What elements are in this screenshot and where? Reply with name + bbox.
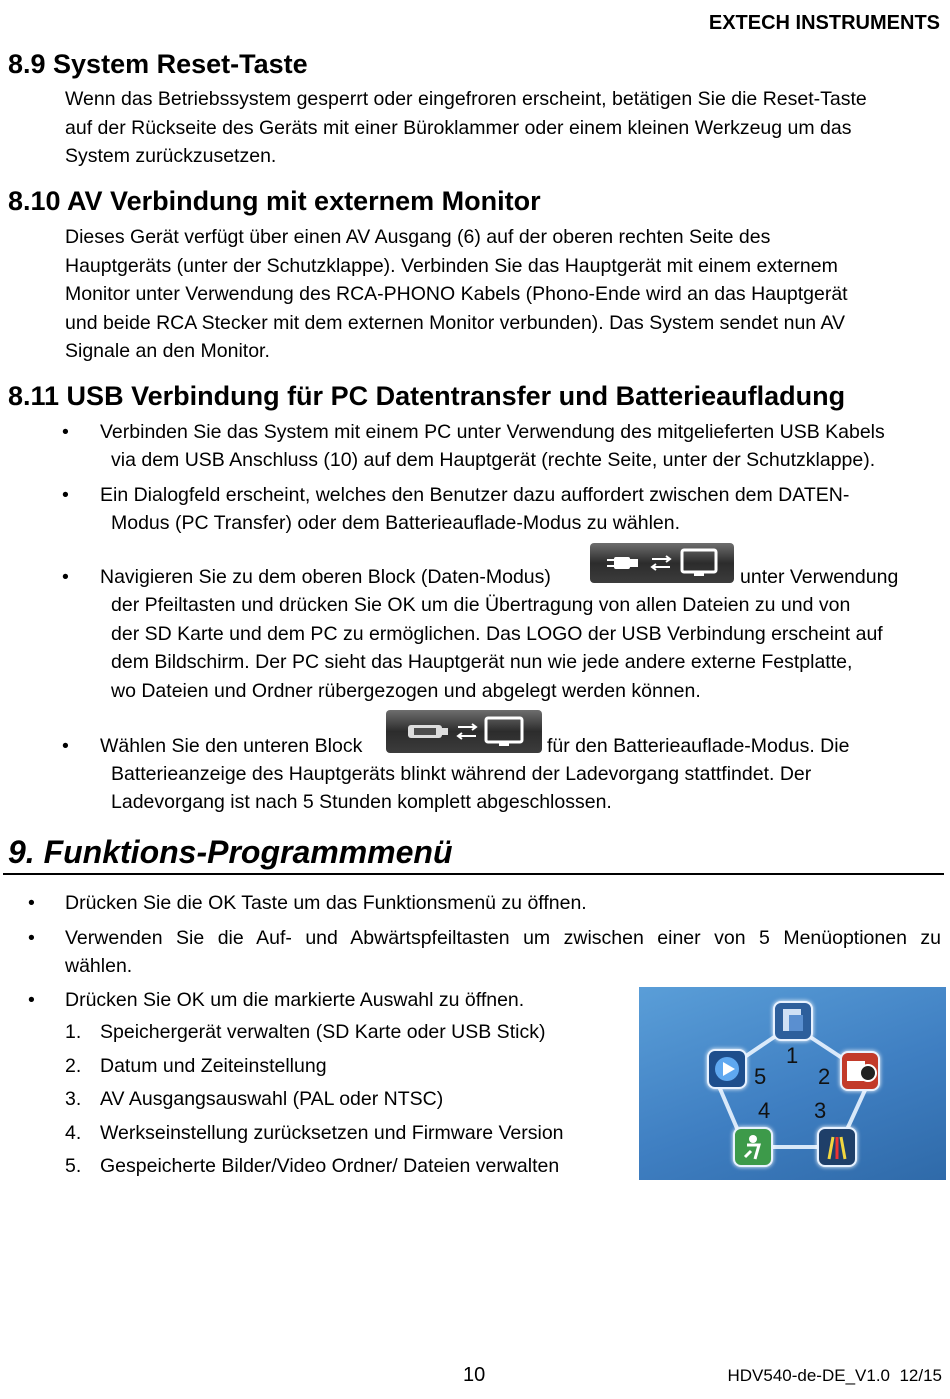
menu-number: 1 bbox=[786, 1043, 799, 1068]
text-line: Wenn das Betriebssystem gesperrt oder eingefroren erscheint, betätigen Sie die Reset-Taste bbox=[65, 88, 867, 110]
brand-header: EXTECH INSTRUMENTS bbox=[708, 12, 940, 34]
list-item: Werkseinstellung zurücksetzen und Firmware Version bbox=[100, 1122, 564, 1144]
section-title-8-9: 8.9 System Reset-Taste bbox=[8, 49, 308, 79]
av-cable-icon bbox=[817, 1127, 857, 1167]
bullet-icon: • bbox=[62, 484, 69, 506]
menu-number: 5 bbox=[754, 1064, 767, 1089]
bullet-icon: • bbox=[28, 989, 35, 1011]
list-item: Datum und Zeiteinstellung bbox=[100, 1055, 327, 1077]
list-item-number: 5. bbox=[65, 1155, 82, 1177]
storage-device-icon bbox=[773, 1001, 813, 1041]
menu-number: 4 bbox=[758, 1098, 771, 1123]
list-item-number: 1. bbox=[65, 1021, 82, 1043]
list-item: Gespeicherte Bilder/Video Ordner/ Dateien verwalten bbox=[100, 1155, 560, 1177]
text-line: via dem USB Anschluss (10) auf dem Hauptgerät (rechte Seite, unter der Schutzklappe). bbox=[111, 449, 876, 471]
text-line: Modus (PC Transfer) oder dem Batterieauflade-Modus zu wählen. bbox=[111, 512, 681, 534]
list-item: AV Ausgangsauswahl (PAL oder NTSC) bbox=[100, 1088, 444, 1110]
list-item-number: 4. bbox=[65, 1122, 82, 1144]
text-line: auf der Rückseite des Geräts mit einer Büroklammer oder einem kleinen Werkzeug um das bbox=[65, 116, 852, 139]
text-line: Ladevorgang ist nach 5 Stunden komplett abgeschlossen. bbox=[111, 791, 612, 813]
bullet-icon: • bbox=[28, 892, 35, 914]
battery-charge-mode-icon bbox=[386, 710, 542, 753]
list-item-number: 3. bbox=[65, 1088, 82, 1110]
text-line: Navigieren Sie zu dem oberen Block (Daten-Modus) bbox=[100, 566, 551, 588]
bullet-icon: • bbox=[28, 927, 35, 949]
chapter-divider bbox=[3, 873, 944, 875]
list-item-number: 2. bbox=[65, 1055, 82, 1077]
text-line: Dieses Gerät verfügt über einen AV Ausgang (6) auf der oberen rechten Seite des bbox=[65, 226, 771, 248]
text-line: Drücken Sie die OK Taste um das Funktionsmenü zu öffnen. bbox=[65, 892, 587, 914]
text-line: Hauptgeräts (unter der Schutzklappe). Verbinden Sie das Hauptgerät mit einem externem bbox=[65, 254, 838, 277]
text-line: Ein Dialogfeld erscheint, welches den Benutzer dazu auffordert zwischen dem DATEN- bbox=[100, 484, 850, 506]
text-line: dem Bildschirm. Der PC sieht das Hauptgerät nun wie jede andere externe Festplatte, bbox=[111, 651, 853, 673]
chapter-title-9: 9. Funktions-Programmmenü bbox=[8, 834, 453, 870]
page-number: 10 bbox=[463, 1364, 486, 1386]
text-line: Verwenden Sie die Auf- und Abwärtspfeiltasten um zwischen einer von 5 Menüoptionen zu bbox=[65, 927, 941, 949]
calendar-clock-icon bbox=[840, 1051, 880, 1091]
section-title-8-10: 8.10 AV Verbindung mit externem Monitor bbox=[8, 186, 541, 216]
text-line: der Pfeiltasten und drücken Sie OK um die Übertragung von allen Dateien zu und von bbox=[111, 594, 851, 616]
bullet-icon: • bbox=[62, 735, 69, 757]
text-line: wählen. bbox=[65, 955, 133, 977]
function-menu-image bbox=[639, 987, 946, 1180]
text-line: Drücken Sie OK um die markierte Auswahl zu öffnen. bbox=[65, 989, 525, 1011]
document-id: HDV540-de-DE_V1.0 12/15 bbox=[727, 1366, 942, 1385]
text-line: unter Verwendung bbox=[740, 566, 899, 588]
menu-number: 2 bbox=[818, 1064, 831, 1089]
text-line: System zurückzusetzen. bbox=[65, 145, 277, 167]
text-line: für den Batterieauflade-Modus. Die bbox=[547, 735, 850, 757]
factory-reset-icon bbox=[733, 1127, 773, 1167]
section-8-9-body bbox=[65, 85, 936, 171]
text-line: und beide RCA Stecker mit dem externen Monitor verbunden). Das System sendet nun AV bbox=[65, 311, 846, 334]
text-line: der SD Karte und dem PC zu ermöglichen. Das LOGO der USB Verbindung erscheint auf bbox=[111, 623, 883, 645]
bullet-icon: • bbox=[62, 421, 69, 443]
section-title-8-11: 8.11 USB Verbindung für PC Datentransfer und Batterieaufladung bbox=[8, 381, 846, 411]
media-player-icon bbox=[707, 1049, 747, 1089]
menu-number: 3 bbox=[814, 1098, 827, 1123]
bullet-icon: • bbox=[62, 566, 69, 588]
text-line: Wählen Sie den unteren Block bbox=[100, 735, 363, 757]
text-line: Batterieanzeige des Hauptgeräts blinkt während der Ladevorgang stattfindet. Der bbox=[111, 763, 812, 785]
text-line: Verbinden Sie das System mit einem PC unter Verwendung des mitgelieferten USB Kabels bbox=[100, 421, 885, 443]
text-line: Signale an den Monitor. bbox=[65, 340, 270, 362]
text-line: Monitor unter Verwendung des RCA-PHONO Kabels (Phono-Ende wird an das Hauptgerät bbox=[65, 283, 848, 305]
section-8-10-body bbox=[65, 223, 936, 366]
text-line: wo Dateien und Ordner rübergezogen und abgelegt werden können. bbox=[111, 680, 701, 702]
usb-data-mode-icon bbox=[590, 543, 734, 583]
list-item: Speichergerät verwalten (SD Karte oder USB Stick) bbox=[100, 1021, 546, 1043]
